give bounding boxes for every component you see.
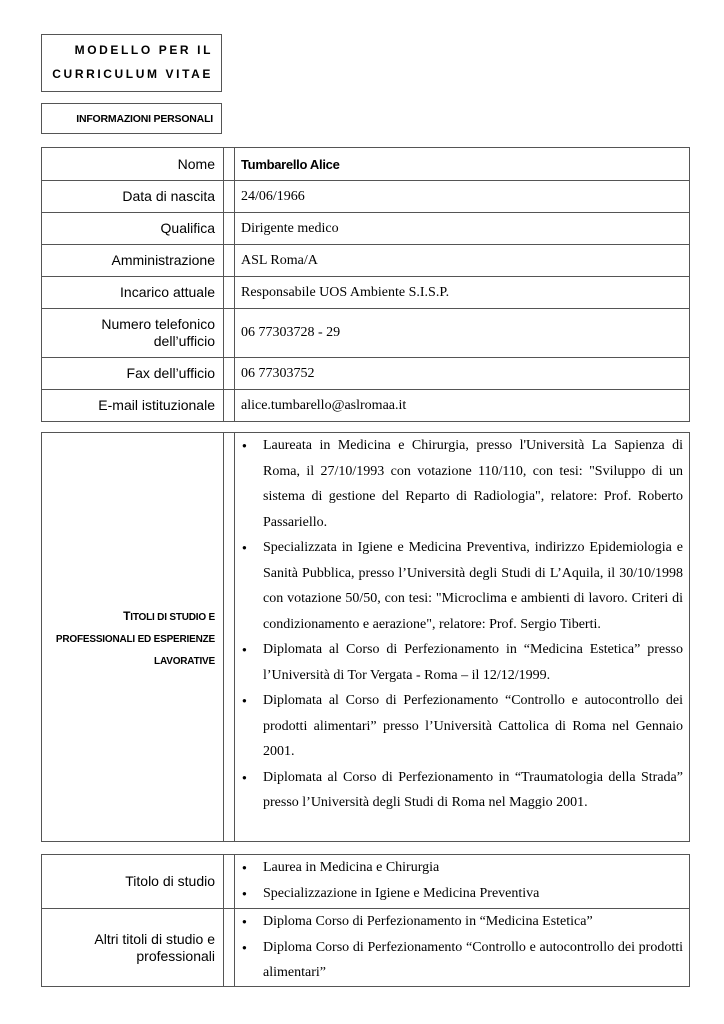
info-row-fax [42, 358, 689, 390]
info-row-current-role [42, 277, 689, 309]
info-value: 06 77303752 [241, 365, 315, 381]
info-label: Data di nascita [122, 188, 215, 204]
info-row-birthdate [42, 181, 689, 213]
study-label [42, 909, 223, 986]
cv-title-box [41, 34, 222, 92]
experience-list [235, 433, 683, 816]
info-row-email [42, 390, 689, 421]
list-item: ● Diplomata al Corso di Perfezionamento in “Traumatologia della Strada” presso l’Università degli Studi di Roma nel Maggio 2001. [235, 765, 683, 816]
study-other-list [235, 909, 683, 986]
list-item: ● Laureata in Medicina e Chirurgia, presso l'Università La Sapienza di Roma, il 27/10/1993 con votazione 110/110, con tesi: "Sviluppo di un sistema di gestione del Reparto di Radiologia", relatore: Prof. Roberto Passariello. [235, 433, 683, 535]
cv-title-line1: MODELLO PER IL [74, 43, 213, 57]
personal-info-table [41, 147, 690, 422]
list-item: ● Diplomata al Corso di Perfezionamento “Controllo e autocontrollo dei prodotti alimentari” presso l’Università Cattolica di Roma nel Gennaio 2001. [235, 688, 683, 765]
info-row-administration [42, 245, 689, 277]
study-label-line2: professionali [136, 947, 215, 964]
info-value: 24/06/1966 [241, 188, 305, 204]
info-label: Amministrazione [111, 252, 215, 268]
study-row-title [42, 855, 689, 909]
info-value: Responsabile UOS Ambiente S.I.S.P. [241, 284, 450, 300]
study-label: Titolo di studio [125, 873, 215, 889]
info-label: Qualifica [160, 220, 215, 236]
experience-label-line1: TITOLI DI STUDIO E [123, 609, 215, 623]
experience-label-line2: PROFESSIONALI ED ESPERIENZE [55, 634, 215, 645]
list-item: ● Specializzazione in Igiene e Medicina Preventiva [235, 881, 683, 907]
list-item: ● Laurea in Medicina e Chirurgia [235, 855, 683, 881]
experience-label [42, 433, 223, 841]
info-row-name [42, 148, 689, 181]
study-table [41, 854, 690, 987]
list-item: ● Diploma Corso di Perfezionamento “Controllo e autocontrollo dei prodotti alimentari” [235, 935, 683, 986]
info-row-phone [42, 309, 689, 358]
experience-table [41, 432, 690, 842]
info-value: Tumbarello Alice [241, 156, 340, 172]
info-label-line2: dell’ufficio [153, 333, 215, 349]
info-label: Fax dell’ufficio [126, 365, 215, 381]
info-value: ASL Roma/A [241, 252, 318, 268]
info-label: Nome [177, 155, 215, 172]
info-label [42, 309, 223, 357]
experience-label-line3: LAVORATIVE [154, 656, 215, 667]
study-label-line1: Altri titoli di studio e [94, 930, 215, 947]
info-value: Dirigente medico [241, 220, 339, 236]
info-label: E-mail istituzionale [98, 397, 215, 413]
list-item: ● Specializzata in Igiene e Medicina Preventiva, indirizzo Epidemiologia e Sanità Pubblica, presso l’Università degli Studi di L’Aquila, il 30/10/1998 con votazione 50/50, con tesi: "Microclima e ambienti di lavoro. Criteri di condizionamento e aerazione", relatore: Prof. Sergio Tiberti. [235, 535, 683, 637]
list-item: ● Diplomata al Corso di Perfezionamento in “Medicina Estetica” presso l’Università di Tor Vergata - Roma – il 12/12/1999. [235, 637, 683, 688]
info-value: alice.tumbarello@aslromaa.it [241, 397, 407, 413]
section-personal-info [41, 103, 222, 134]
info-row-qualification [42, 213, 689, 245]
info-value: 06 77303728 - 29 [241, 325, 341, 340]
info-label: Incarico attuale [120, 284, 215, 300]
info-label-line1: Numero telefonico [101, 316, 215, 332]
study-title-list [235, 855, 683, 906]
study-row-other [42, 909, 689, 986]
cv-title-line2: CURRICULUM VITAE [52, 67, 213, 81]
list-item: ● Diploma Corso di Perfezionamento in “Medicina Estetica” [235, 909, 683, 935]
section-title: INFORMAZIONI PERSONALI [76, 113, 213, 125]
